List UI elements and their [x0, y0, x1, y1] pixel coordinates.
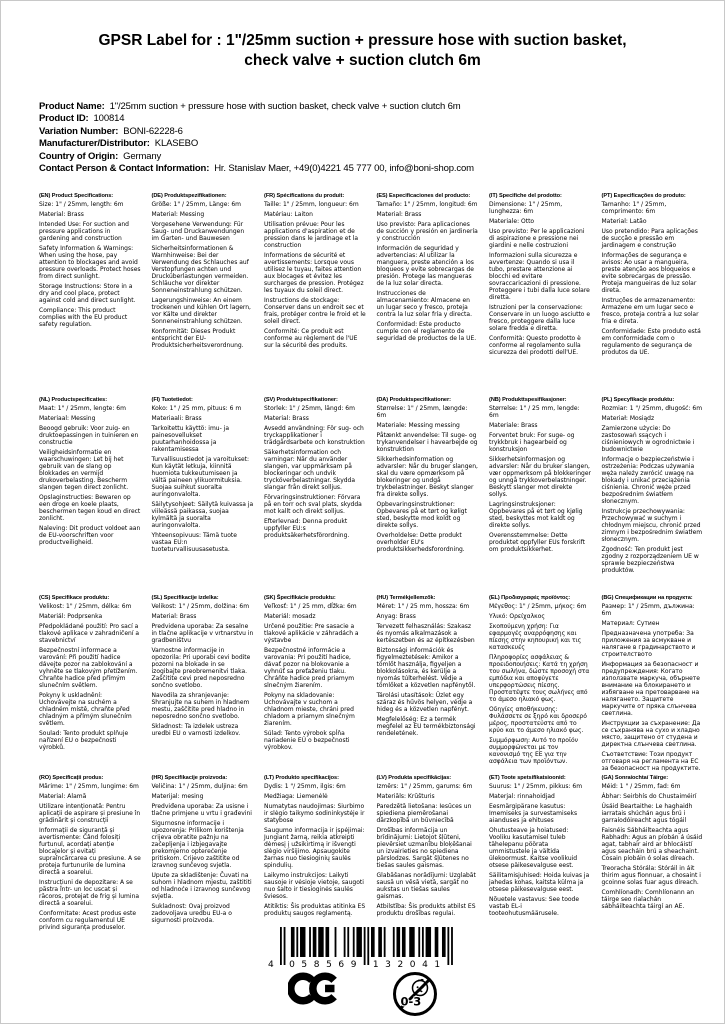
- language-block-paragraph: Predviđena uporaba: Za usisne i tlačne primjene u vrtu i građevini: [151, 802, 252, 817]
- language-block-paragraph: Úsáid Beartaithe: Le haghaidh iarratais shúchán agus brú i garraíodóireacht agus tógáil: [601, 802, 693, 824]
- language-block-ro: [39, 775, 141, 934]
- language-block-paragraph: Vorgesehene Verwendung: Für Saug- und Druckanwendungen im Garten- und Bauwesen: [151, 220, 245, 242]
- language-block-header: (SK) Špecifikácie produktu:: [264, 594, 336, 601]
- language-block-header: (GA) Sonraíochtaí Táirge:: [601, 774, 669, 781]
- language-block-paragraph: Ábhar: Seirbhís do Chustaiméirí: [601, 792, 697, 800]
- language-block-paragraph: Overensstemmelse: Dette produktet oppfyller EUs forskrift om produktsikkerhet.: [489, 531, 586, 553]
- language-block-paragraph: Instruções de armazenamento: Armazene em um lugar seco e fresco, proteja contra a luz solar fria e direta.: [601, 296, 699, 325]
- language-block-paragraph: Saugumo informacija ir įspėjimai: Jungiant žarną, reikia atkreipti dėmesį į užsikirtimą ir išvengti slėgio viršijimo. Apsaugokite žarnas nuo tiesioginių saulės spindulių.: [264, 826, 365, 869]
- field-label: Contact Person & Contact Information:: [39, 163, 210, 175]
- language-block-paragraph: Säilytysohjeet: Säilytä kuivassa ja viileässä paikassa, suojaa kylmältä ja suoralta auringonvalolta.: [151, 500, 254, 529]
- field-value: 100814: [93, 113, 125, 125]
- language-block-paragraph: Storage Instructions: Store in a dry and cool place, protect against cold and direct sunlight.: [39, 282, 136, 304]
- language-row-2: [39, 397, 724, 595]
- language-block-es: [377, 193, 479, 345]
- barcode-bar: [318, 927, 323, 957]
- language-block-paragraph: Mărime: 1" / 25mm, lungime: 6m: [39, 782, 139, 790]
- barcode-bar: [447, 927, 449, 965]
- language-block-paragraph: Pokyny k uskladnění: Uchovávejte na suchém a chladném místě, chraňte před chladným a přímým slunečním světlem.: [39, 691, 132, 727]
- product-info-line: [39, 163, 724, 176]
- barcode-bar: [300, 927, 305, 957]
- language-block-paragraph: Glabāšanas norādījumi: Uzglabāt sausā un vēsā vietā, sargāt no aukstas un tiešas saules gaismas.: [376, 871, 476, 900]
- language-block-paragraph: Informazioni sulla sicurezza e avvertenze: Quando si usa il tubo, prestare attenzione ai blocchi ed evitare sovraccaricazioni di pressione. Proteggere i tubi dalla luce solare diretta.: [489, 251, 590, 301]
- language-block-paragraph: Sigurnosne informacije i upozorenja: Prilikom korištenja crijeva obratite pažnju na začepljenja i izbjegavajte prekomjerno opterećenje pritiskom. Crijevo zaštitite od izravnog sunčevog svjetla.: [151, 819, 244, 869]
- language-block-paragraph: Drošības informācija un brīdinājumi: Lietojot šļūteni, pievērsiet uzmanību bloķēšanai un izvairieties no spiediena pārslodzes. Sargāt šļūtenes no tiešas saules gaismas.: [376, 826, 472, 869]
- language-block-paragraph: Μέγεθος: 1" / 25mm, μήκος: 6m: [489, 602, 587, 610]
- language-block-paragraph: Pokyny na skladovanie: Uchovávajte v suchom a chladnom mieste, chráni pred chladom a priamym slnečným žiarením.: [264, 691, 355, 727]
- language-block-paragraph: Yhteensopivuus: Tämä tuote vastaa EU:n tuoteturvallisuusasetusta.: [151, 531, 237, 553]
- language-block-paragraph: Предназначена употреба: За приложения за всмукване и налягане в градинарството и строителството: [601, 629, 696, 658]
- language-block-header: (SL) Specifikacije izdelka:: [151, 594, 219, 601]
- language-block-paragraph: Uso previsto: Para aplicaciones de succión y presión en jardinería y construcción: [376, 220, 478, 242]
- language-block-paragraph: Instrucțiuni de depozitare: A se păstra într- un loc uscat și răcoros, protejat de frig și lumina directă a soarelui.: [39, 878, 140, 907]
- language-block-paragraph: Материал: Сутиен: [601, 619, 660, 627]
- language-block-da: [377, 397, 479, 556]
- language-block-paragraph: Materiaal: Messing: [39, 414, 96, 422]
- field-value: Hr. Stanislav Maer, +49(0)4221 45 777 00, info@boni-shop.com: [214, 163, 474, 175]
- language-block-paragraph: Materiál: Podprsenka: [39, 612, 103, 620]
- language-block-bg: [602, 595, 704, 775]
- language-block-paragraph: Zamierzone użycie: Do zastosowań ssących i ciśnieniowych w ogrodnictwie i budownictwie: [601, 424, 695, 453]
- language-block-paragraph: Atitiktis: Šis produktas atitinka ES produktų saugos reglamentą.: [264, 902, 366, 917]
- barcode-bar: [280, 927, 282, 965]
- age-warning-text: 0-3: [400, 994, 421, 1009]
- language-block-header: (EL) Προδιαγραφές προϊόντος:: [489, 594, 571, 601]
- language-block-paragraph: Material: Brass: [151, 612, 197, 620]
- language-block-header: (PL) Specyfikacje produktu:: [601, 396, 675, 403]
- language-block-paragraph: Materiál: mosadz: [264, 612, 316, 620]
- language-block-paragraph: Material: Brass: [264, 414, 309, 422]
- language-block-sk: [264, 595, 366, 754]
- language-block-paragraph: Avsedd användning: För sug- och tryckapplikationer i trädgårdsarbete och konstruktion: [264, 424, 365, 446]
- language-block-paragraph: Säilitamisjuhised: Hoida kuivas ja jahedas kohas, kaitsta külma ja otsese päikesevalguse eest.: [489, 871, 590, 893]
- language-block-paragraph: Velikost: 1" / 25mm, délka: 6m: [39, 602, 132, 610]
- language-block-paragraph: Predvidena uporaba: Za sesalne in tlačne aplikacije v vrtnarstvu in gradbeništvu: [151, 622, 254, 644]
- language-block-paragraph: Tamaño: 1" / 25mm, longitud: 6m: [376, 200, 478, 208]
- language-row-4: [39, 775, 724, 943]
- barcode-bar: [441, 927, 445, 957]
- language-block-header: (NB) Produkttspesifikasjoner:: [489, 396, 567, 403]
- language-block-paragraph: Biztonsági információk és figyelmeztetések: Amikor a tömlőt használja, figyeljen a blokkolásokra, és kerülje a nyomás túlterhelést. Védje a tömlőket a közvetlen napfénytől.: [376, 646, 476, 689]
- language-block-paragraph: Material: Latão: [601, 217, 647, 225]
- language-block-paragraph: Beoogd gebruik: Voor zuig- en druktoepassingen in tuinieren en constructie: [39, 424, 139, 446]
- language-block-paragraph: Instrukcje przechowywania: Przechowywać w suchym i chłodnym miejscu, chronić przed zimnym i bezpośrednim światłem słonecznym.: [601, 507, 703, 543]
- barcode-bar: [371, 927, 375, 957]
- field-label: Variation Number:: [39, 125, 119, 137]
- language-block-paragraph: Informações de segurança e avisos: Ao usar a mangueira, preste atenção aos bloqueios e evite sobrecargas de pressão. Proteja mangueiras de luz solar direta.: [601, 251, 697, 294]
- field-label: Product ID:: [39, 113, 89, 125]
- bottom-section: [1, 927, 724, 1017]
- language-grid: [39, 193, 724, 943]
- barcode-bar: [309, 927, 311, 957]
- language-block-paragraph: Suurus: 1" / 25mm, pikkus: 6m: [489, 782, 583, 790]
- language-block-header: (DE) Produktspezifikationen:: [151, 192, 227, 199]
- barcode-digits: 058569: [288, 960, 356, 969]
- language-block-pt: [602, 193, 704, 359]
- language-block-paragraph: Información de seguridad y advertencias: Al utilizar la manguera, preste atención a los bloqueos y evite sobrecargas de presión. Protege las mangueras de la luz solar directa.: [376, 244, 474, 287]
- language-block-header: (CS) Specifikace produktu:: [39, 594, 110, 601]
- language-block-paragraph: Υλικό: Ορείχαλκος: [489, 612, 545, 620]
- language-block-paragraph: Maat: 1" / 25mm, lengte: 6m: [39, 404, 126, 412]
- product-info-line: [39, 101, 724, 114]
- language-block-paragraph: Treoracha Stórála: Stóráil in áit thirim agus fionnuar, a chosaint i gcoinne solas fuar agus díreach.: [601, 864, 701, 886]
- language-block-paragraph: Съответствие: Този продукт отговаря на регламента на ЕС за безопасност на продуктите.: [601, 750, 701, 772]
- barcode-bar: [409, 927, 414, 957]
- language-block-paragraph: Atbilstība: Šis produkts atbilst ES produktu drošības regulai.: [376, 902, 476, 917]
- language-block-paragraph: Velikost: 1" / 25mm, dolžina: 6m: [151, 602, 250, 610]
- product-info-line: [39, 113, 724, 126]
- language-block-paragraph: Lagringsinstruksjoner: Oppbevares på et tørt og kjølig sted, beskyttes mot kaldt og direkte sollys.: [489, 500, 583, 529]
- language-block-paragraph: Sicherheitsinformationen & Warnhinweise: Bei der Verwendung des Schlauches auf Verstopfungen achten und Drucküberlastungen vermeiden. Schläuche vor direkter Sonneneinstrahlung schützen.: [151, 244, 249, 294]
- language-block-paragraph: Veľkosť: 1" / 25 mm, dĺžka: 6m: [264, 602, 357, 610]
- barcode-bar: [367, 927, 369, 965]
- language-row-3: [39, 595, 724, 775]
- language-block-paragraph: Materiale: Brass: [489, 421, 538, 429]
- language-block-paragraph: Materjal: rinnahoidjad: [489, 792, 555, 800]
- language-block-header: (DA) Produktspecifikationer:: [376, 396, 451, 403]
- language-block-header: (NL) Productspecificaties:: [39, 396, 108, 403]
- product-info-line: [39, 126, 724, 139]
- language-block-paragraph: Conformidad: Este producto cumple con el reglamento de seguridad de productos de la UE.: [376, 320, 477, 342]
- language-block-paragraph: Numatytas naudojimas: Siurbimo ir slėgio taikymo sodininkystėje ir statybose: [264, 802, 365, 824]
- barcode-bar: [352, 927, 354, 957]
- language-block-paragraph: Soulad: Tento produkt splňuje nařízení EU o bezpečnosti výrobků.: [39, 729, 129, 751]
- product-info-line: [39, 138, 724, 151]
- language-block-et: [489, 775, 591, 920]
- language-block-paragraph: Anyag: Brass: [376, 612, 416, 620]
- language-block-paragraph: Sikkerhetsinformasjon og advarsler: Når du bruker slangen, vær oppmerksom på blokkeringer og unngå trykkoverbelastninger. Beskytt slanger mot direkte sollys.: [489, 455, 591, 498]
- language-block-paragraph: Nõuetele vastavus: See toode vastab EL-i tooteohutusmäärusele.: [489, 895, 580, 917]
- language-block-paragraph: Upute za skladištenje: Čuvati na suhom i hladnom mjestu, zaštititi od hladnoće i izravnog sunčevog svjetla.: [151, 871, 252, 900]
- language-block-lt: [264, 775, 366, 920]
- barcode-bar: [418, 927, 420, 957]
- language-block-paragraph: Safety Information & Warnings: When using the hose, pay attention to blockages and avoid pressure overloads. Protect hoses from direct sunlight.: [39, 244, 141, 280]
- language-block-paragraph: Säkerhetsinformation och varningar: När du använder slangen, var uppmärksam på blockeringar och undvik trycköverbelastningar. Skydda slangar från direkt solljus.: [264, 448, 356, 491]
- barcode-bar: [363, 927, 365, 965]
- language-block-paragraph: Ohutusteave ja hoiatused: Vooliku kasutamisel tuleb tähelepanu pöörata ummistustele ja vältida ülekoormust. Kaitse voolikuid otsese päikesevalguse eest.: [489, 826, 578, 869]
- language-block-paragraph: Súlad: Tento výrobok spĺňa nariadenie EÚ o bezpečnosti výrobkov.: [264, 729, 350, 751]
- language-block-header: (LV) Produkta specifikācijas:: [376, 774, 452, 781]
- language-block-paragraph: Material: Brass: [376, 210, 422, 218]
- language-block-paragraph: Konformität: Dieses Produkt entspricht der EU-Produktsicherheitsverordnung.: [151, 327, 244, 349]
- barcode-bar: [283, 927, 285, 965]
- language-block-paragraph: Πληροφορίες ασφάλειας & προειδοποιήσεις: Κατά τη χρήση του σωλήνα, δώστε προσοχή στα εμπόδια και αποφύγετε υπερφορτώσεις πίεσης. Προστατέψτε τους σωλήνες από το άμεσο ηλιακό φως.: [489, 653, 590, 703]
- language-block-paragraph: Veličina: 1" / 25mm, duljina: 6m: [151, 782, 248, 790]
- language-block-paragraph: Utilizare intenționată: Pentru aplicații de aspirare și presiune în grădinărit și construcții: [39, 802, 141, 824]
- language-block-paragraph: Paredzētā lietošana: Iesūces un spiediena piemērošanai dārzkopībā un būvniecībā: [376, 802, 472, 824]
- language-block-paragraph: Οδηγίες αποθήκευσης: Φυλάσσετε σε ξηρό και δροσερό μέρος, προστατεύστε από το κρύο και το άμεσο ηλιακό φως.: [489, 705, 587, 734]
- language-block-paragraph: Bezpečnostní informace a varování: Při použití hadice dávejte pozor na zablokování a vyhněte se tlakovým přetížením. Chraňte hadice před přímým slunečním světlem.: [39, 646, 138, 689]
- language-block-paragraph: Laikymo instrukcijos: Laikyti sausoje ir vėsioje vietoje, saugoti nuo šalto ir tiesioginės saulės šviesos.: [264, 871, 364, 900]
- language-block-paragraph: Tervezett felhasználás: Szakasz és nyomás alkalmazások a kertészetben és az építkezésben: [376, 622, 475, 644]
- compliance-marks: [288, 971, 438, 1017]
- language-block-paragraph: Compliance: This product complies with the EU product safety regulation.: [39, 306, 128, 328]
- language-block-paragraph: Størrelse: 1" / 25mm, længde: 6m: [376, 404, 468, 419]
- language-block-paragraph: Koko: 1" / 25 mm, pituus: 6 m: [151, 404, 242, 412]
- language-block-paragraph: Materiāls: Krūšturis: [376, 792, 435, 800]
- language-block-paragraph: Materiale: Otto: [489, 217, 535, 225]
- barcode-bar: [312, 927, 316, 957]
- language-block-nb: [489, 397, 591, 556]
- language-block-paragraph: Utilisation prévue: Pour les applications d'aspiration et de pression dans le jardinage et la construction: [264, 220, 359, 249]
- language-block-paragraph: Størrelse: 1" / 25 mm, lengde: 6m: [489, 404, 580, 419]
- barcode-bar: [347, 927, 349, 957]
- language-block-de: [152, 193, 254, 352]
- language-block-paragraph: Materiale: Messing messing: [376, 421, 460, 429]
- product-info-line: [39, 151, 724, 164]
- language-block-header: (ES) Especificaciones del producto:: [376, 192, 471, 199]
- language-block-header: (PT) Especificações do produto:: [601, 192, 686, 199]
- language-block-paragraph: Určené použitie: Pre sasacie a tlakové aplikácie v záhradách a výstavbe: [264, 622, 359, 644]
- product-info: [39, 101, 724, 176]
- language-block-paragraph: Izmērs: 1" / 25mm, garums: 6m: [376, 782, 473, 790]
- language-block-paragraph: Tarkoitettu käyttö: imu- ja painesovellukset puutarhanhoidossa ja rakentamisessa: [151, 424, 230, 453]
- barcode-digits: 132041: [372, 960, 440, 969]
- language-block-paragraph: Méid: 1 " / 25mm, fad: 6m: [601, 782, 681, 790]
- language-block-paragraph: Instructions de stockage: Conserver dans un endroit sec et frais, protéger contre le froid et le soleil direct.: [264, 296, 366, 325]
- language-block-paragraph: Eesmärgipärane kasutus: Imemiseks ja survestamiseks aianduses ja ehituses: [489, 802, 578, 824]
- language-block-paragraph: Faisnéis Sábháilteachta agus Rabhadh: Agus an píobán á úsáid agat, tabhair aird ar bhlocáistí agus seacháin brú a sheachaint. Cosain píobáin ó solas díreach.: [601, 826, 703, 862]
- language-block-paragraph: Informații de siguranță și avertismente: Când folosiți furtunul, acordați atenție blocajelor și evitați supraîncărcarea cu presiune. A se proteja furtunurile de lumina directă a soarelui.: [39, 826, 141, 876]
- language-block-header: (HU) Termékjellemzők:: [376, 594, 436, 601]
- page-title: GPSR Label for : 1"/25mm suction + pressure hose with suction basket, check valve + suction clutch 6m: [98, 32, 627, 69]
- barcode-bar: [296, 927, 298, 957]
- language-block-paragraph: Dimensione: 1" / 25mm, lunghezza: 6m: [489, 200, 563, 215]
- language-block-paragraph: Conformitate: Acest produs este conform cu regulamentul UE privind siguranța produselor.: [39, 909, 137, 931]
- language-block-hu: [377, 595, 479, 740]
- language-block-paragraph: Conformità: Questo prodotto è conforme al regolamento sulla sicurezza dei prodotti dell'UE.: [489, 334, 581, 356]
- language-block-header: (BG) Спецификации на продукта:: [601, 594, 693, 601]
- language-block-paragraph: Informacje o bezpieczeństwie i ostrzeżenia: Podczas używania węża należy zwrócić uwagę na blokady i unikać przeciążenia ciśnienia. Chronić węże przed bezpośrednim światłem słonecznym.: [601, 455, 695, 505]
- barcode-digits: 4: [267, 960, 274, 969]
- language-block-paragraph: Intended Use: For suction and pressure applications in gardening and construction: [39, 220, 129, 242]
- barcode-bar: [356, 927, 361, 957]
- language-block-paragraph: Информация за безопасност и предупреждения: Когато използвате маркуча, обърнете внимание на блокирането и избягване на претоварване на налягането. Защитете маркучите от пряка слънчева светлина.: [601, 660, 700, 717]
- language-block-paragraph: Veiligheidsinformatie en waarschuwingen: Let bij het gebruik van de slang op blokkades en vermijd drukoverbelasting. Bescherm slangen tegen direct zonlicht.: [39, 448, 129, 491]
- language-row-1: [39, 193, 724, 397]
- language-block-paragraph: Skladnost: Ta izdelek ustreza uredbi EU o varnosti izdelkov.: [151, 722, 241, 737]
- language-block-paragraph: Medžiaga: Liemenėlė: [264, 792, 328, 800]
- barcode-bar: [421, 927, 423, 957]
- language-block-paragraph: Συμμόρφωση: Αυτό το προϊόν συμμορφώνεται με τον κανονισμό της ΕΕ για την ασφάλεια των προϊόντων.: [489, 736, 578, 765]
- language-block-paragraph: Předpokládané použití: Pro sací a tlakové aplikace v zahradničení a stavebnictví: [39, 622, 140, 644]
- age-warning-icon: [392, 971, 438, 1017]
- language-block-sv: [264, 397, 366, 542]
- barcode-bar: [425, 927, 430, 957]
- language-block-sl: [152, 595, 254, 740]
- language-block-paragraph: Bezpečnostné informácie a varovania: Pri použití hadice, dávať pozor na blokovanie a vyhnúť sa preťaženiu tlaku. Chráňte hadice pred priamym slnečným žiarením.: [264, 646, 355, 689]
- language-block-paragraph: Påtænkt anvendelse: Til suge- og trykanvendelser i havearbejde og konstruktion: [376, 431, 478, 453]
- barcode-bar: [401, 927, 405, 957]
- language-block-fi: [152, 397, 254, 556]
- language-block-paragraph: Turvallisuustiedot ja varoitukset: Kun käytät letkuja, kiinnitä huomiota tukkeutumiseen ja vältä paineen ylikuormituksia. Suojaa suihkut suoralta auringonvalolta.: [151, 455, 250, 498]
- language-block-paragraph: Instrucciones de almacenamiento: Almacene en un lugar seco y fresco, proteja contra la luz solar fría y directa.: [376, 289, 472, 318]
- language-block-paragraph: Zgodność: Ten produkt jest zgodny z rozporządzeniem UE w sprawie bezpieczeństwa produktów.: [601, 545, 699, 574]
- language-block-paragraph: Opbevaringsinstruktioner: Opbevares på et tørt og køligt sted, beskytte mod koldt og direkte sollys.: [376, 500, 467, 529]
- field-value: KLASEBO: [154, 138, 199, 150]
- language-block-nl: [39, 397, 141, 549]
- language-block-paragraph: Overholdelse: Dette produkt overholder EU's produktsikkerhedsforordning.: [376, 531, 465, 553]
- language-block-paragraph: Taille: 1" / 25mm, longueur: 6m: [264, 200, 359, 208]
- language-block-paragraph: Инструкции за съхранение: Да се съхранява на сухо и хладно място, защитено от студена и директна слънчева светлина.: [601, 719, 701, 748]
- field-value: BONI-62228-6: [123, 125, 183, 137]
- language-block-pl: [602, 397, 704, 577]
- barcode-bar: [334, 927, 336, 957]
- language-block-paragraph: Material: Brass: [39, 210, 84, 218]
- language-block-header: (LT) Produkto specifikacijos:: [264, 774, 339, 781]
- field-label: Product Name:: [39, 100, 105, 112]
- language-block-fr: [264, 193, 366, 352]
- language-block-paragraph: Σκοπούμενη χρήση: Για εφαρμογές αναρρόφησης και πίεσης στην κηπουρική και τις κατασκευές: [489, 622, 582, 651]
- language-block-en: [39, 193, 141, 331]
- language-block-hr: [152, 775, 254, 927]
- language-block-paragraph: Size: 1" / 25mm, length: 6m: [39, 200, 124, 208]
- language-block-paragraph: Rozmiar: 1 "/ 25mm, długość: 6m: [601, 404, 703, 412]
- language-block-paragraph: Naleving: Dit product voldoet aan de EU-voorschriften voor productveiligheid.: [39, 524, 141, 546]
- language-block-paragraph: Größe: 1" / 25mm, Länge: 6m: [151, 200, 242, 208]
- language-block-paragraph: Tamanho: 1" / 25mm, comprimento: 6m: [601, 200, 667, 215]
- language-block-paragraph: Uso pretendido: Para aplicações de sucção e pressão em jardinagem e construção: [601, 227, 698, 249]
- language-block-paragraph: Informations de sécurité et avertissements: Lorsque vous utilisez le tuyau, faites attention aux blocages et évitez les surcharges de pression. Protégez les tuyaux du soleil direct.: [264, 251, 364, 294]
- language-block-paragraph: Navodila za shranjevanje: Shranjujte na suhem in hladnem mestu, zaščitite pred hladno in neposredno sončno svetlobo.: [151, 691, 250, 720]
- language-block-cs: [39, 595, 141, 754]
- language-block-paragraph: Forventet bruk: For suge- og trykkbruk i hagearbeid og konstruksjon: [489, 431, 575, 453]
- language-block-header: (SV) Produktspecifikationer:: [264, 396, 338, 403]
- language-block-paragraph: Istruzioni per la conservazione: Conservare in un luogo asciutto e fresco, proteggere dalla luce solare fredda e diretta.: [489, 303, 591, 332]
- barcode-bar: [343, 927, 345, 957]
- field-label: Country of Origin:: [39, 150, 119, 162]
- language-block-header: (FR) Spécifications du produit:: [264, 192, 345, 199]
- language-block-paragraph: Material: Alamă: [39, 792, 87, 800]
- language-block-header: (RO) Specificații produs:: [39, 774, 104, 781]
- language-block-paragraph: Materiał: Mosiądz: [601, 414, 655, 422]
- language-block-paragraph: Opslaginstructies: Bewaren op een droge en koele plaats, beschermen tegen koud en direct zonlicht.: [39, 493, 141, 522]
- language-block-paragraph: Conformidade: Este produto está em conformidade com o regulamento de segurança de produtos da UE.: [601, 327, 701, 356]
- language-block-paragraph: Méret: 1" / 25 mm, hossza: 6m: [376, 602, 470, 610]
- language-block-paragraph: Megfelelőség: Ez a termék megfelel az EU termékbiztonsági rendeletének.: [376, 715, 476, 737]
- field-value: Germany: [123, 150, 162, 162]
- language-block-ga: [602, 775, 704, 913]
- field-value: 1"/25mm suction + pressure hose with suction basket, check valve + suction clutch 6m: [109, 100, 461, 112]
- barcode-icon: [267, 927, 459, 969]
- barcode-bar: [396, 927, 400, 957]
- language-block-paragraph: Dydis: 1 "/ 25mm, ilgis: 6m: [264, 782, 346, 790]
- language-block-header: (FI) Tuotetiedot:: [151, 396, 193, 403]
- language-block-el: [489, 595, 591, 768]
- language-block-header: (HR) Specifikacije proizvoda:: [151, 774, 228, 781]
- language-block-paragraph: Размер: 1" / 25mm, дължина: 6m: [601, 602, 695, 617]
- barcode-bar: [325, 927, 329, 957]
- barcode-bar: [378, 927, 382, 957]
- language-block-paragraph: Materiaali: Brass: [151, 414, 202, 422]
- language-block-paragraph: Uso previsto: Per le applicazioni di aspirazione e pressione nei giardini e nelle costruzioni: [489, 227, 585, 249]
- field-label: Manufacturer/Distributor:: [39, 138, 150, 150]
- language-block-header: (EN) Product Specifications:: [39, 192, 114, 199]
- barcode-bar: [451, 927, 453, 965]
- language-block-header: (IT) Specifiche del prodotto:: [489, 192, 562, 199]
- barcode-bar: [392, 927, 394, 957]
- language-block-paragraph: Tárolási utasítások: Üzlet egy száraz és hűvös helyen, védje a hideg és a közvetlen napfényt.: [376, 691, 473, 713]
- language-block-paragraph: Comhlíonadh: Comhlíonann an táirge seo rialachán sábháilteachta táirgí an AE.: [601, 888, 695, 910]
- language-block-paragraph: Förvaringsinstruktioner: Förvara på en torr och sval plats, skydda mot kallt och direkt solljus.: [264, 493, 362, 515]
- barcode-bar: [434, 927, 438, 957]
- language-block-lv: [377, 775, 479, 920]
- language-block-paragraph: Varnostne informacije in opozorila: Pri uporabi cevi bodite pozorni na blokade in se izogibajte preobremenitvi tlaka. Zaščitite cevi pred neposredno sončno svetlobo.: [151, 646, 251, 689]
- language-block-header: (ET) Toote spetsifikatsioonid:: [489, 774, 566, 781]
- language-block-paragraph: Matériau: Laiton: [264, 210, 313, 218]
- language-block-paragraph: Lagerungshinweise: An einem trockenen und kühlen Ort lagern, vor Kälte und direkter Sonneneinstrahlung schützen.: [151, 296, 251, 325]
- language-block-paragraph: Sukladnost: Ovaj proizvod zadovoljava uredbu EU-a o sigurnosti proizvoda.: [151, 902, 232, 924]
- language-block-paragraph: Sikkerhedsinformation og advarsler: Når du bruger slangen, skal du være opmærksom på blokeringer og undgå trykbelastninger. Beskyt slanger fra direkte sollys.: [376, 455, 478, 498]
- language-block-paragraph: Materijal: mesing: [151, 792, 204, 800]
- barcode-bar: [383, 927, 385, 957]
- ce-mark-icon: [288, 971, 340, 1006]
- barcode-bar: [290, 927, 294, 957]
- language-block-paragraph: Conformité: Ce produit est conforme au règlement de l'UE sur la sécurité des produits.: [264, 327, 358, 349]
- language-block-it: [489, 193, 591, 359]
- language-block-paragraph: Material: Messing: [151, 210, 205, 218]
- language-block-paragraph: Storlek: 1" / 25mm, längd: 6m: [264, 404, 355, 412]
- language-block-paragraph: Efterlevnad: Denna produkt uppfyller EU:s produktsäkerhetsförordning.: [264, 517, 350, 539]
